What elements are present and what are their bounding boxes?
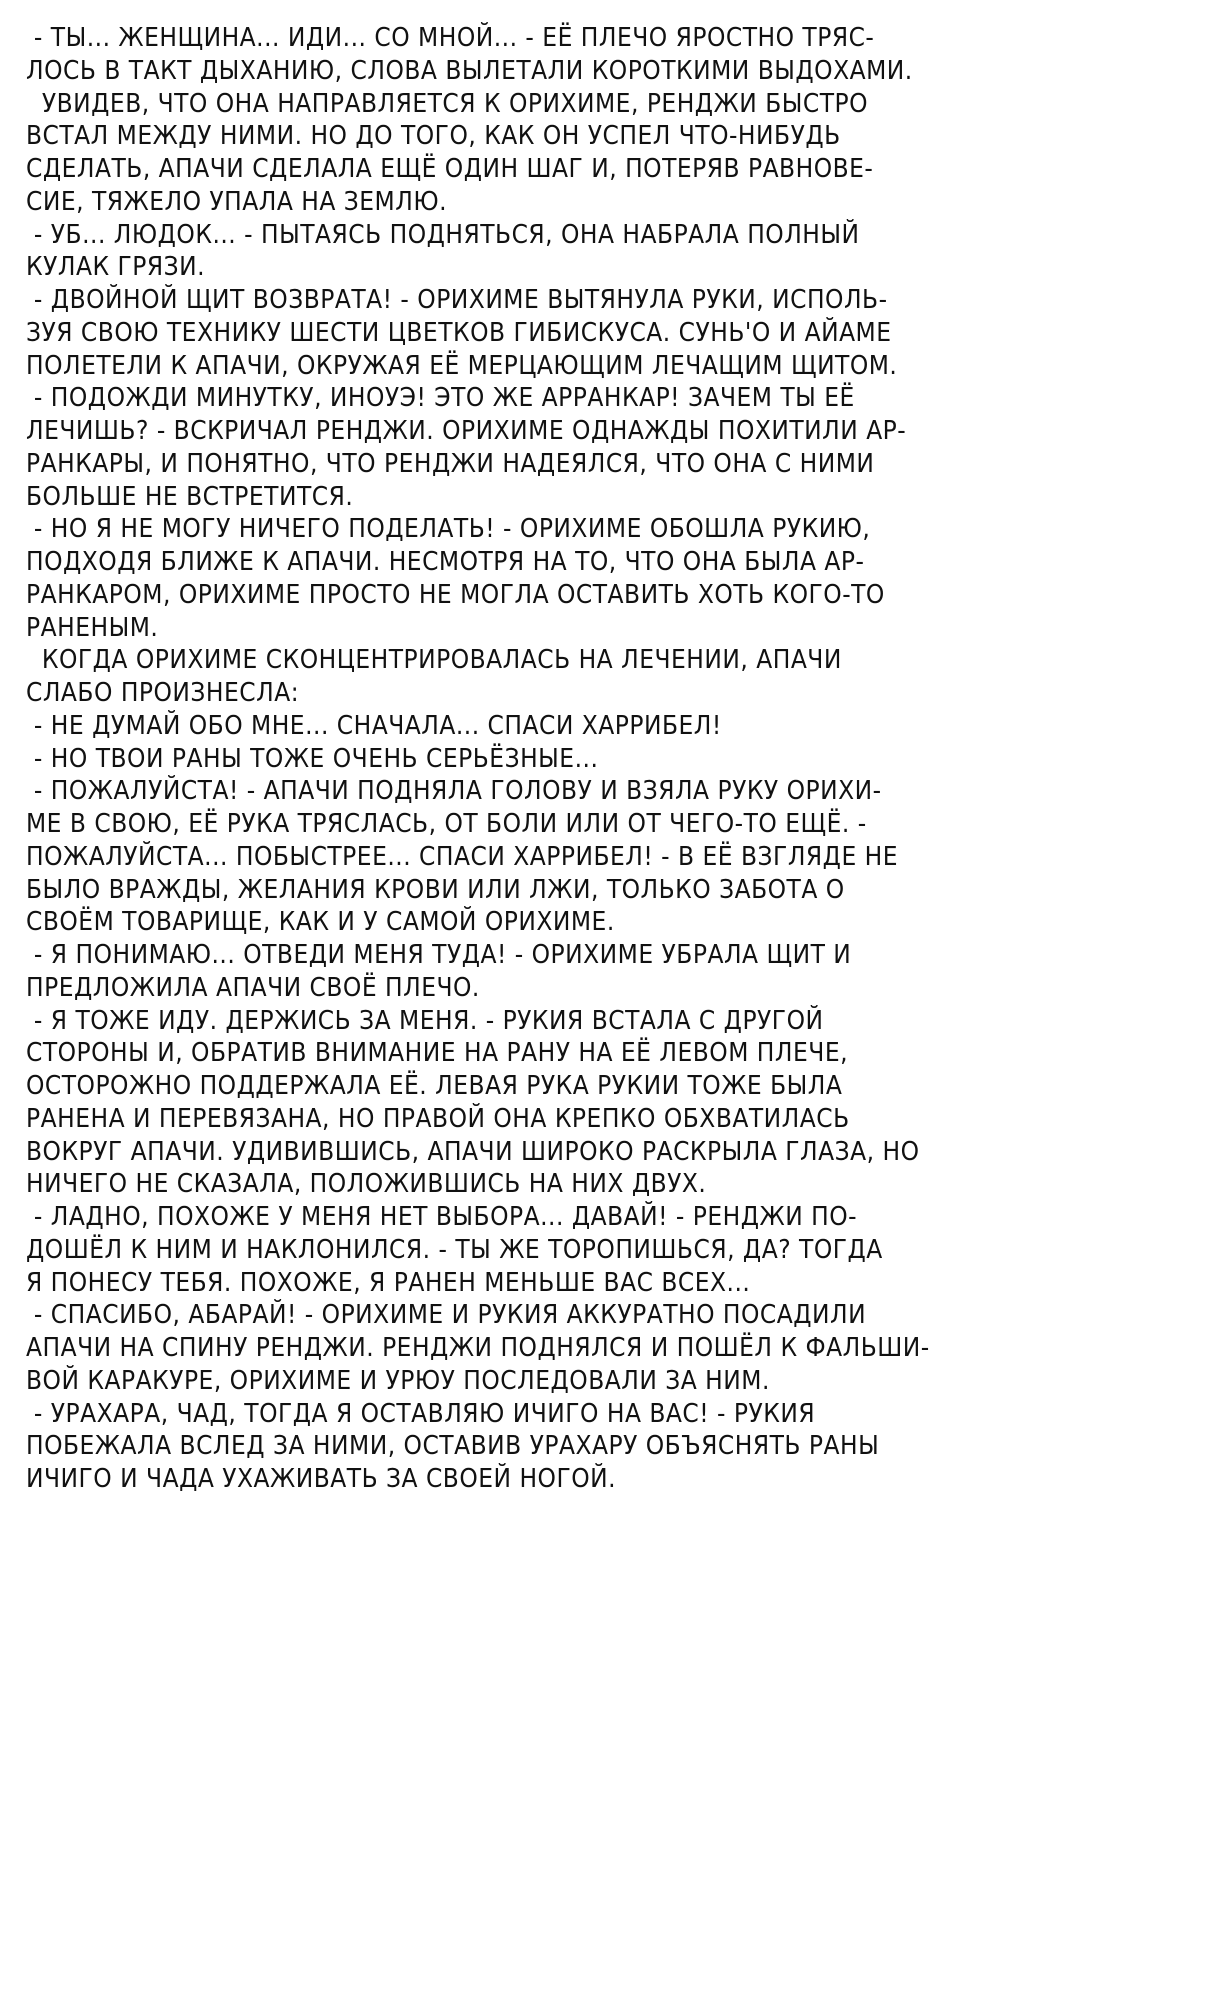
text-line: СВОЁМ ТОВАРИЩЕ, КАК И У САМОЙ ОРИХИМЕ.: [26, 907, 615, 938]
text-line: - ТЫ... ЖЕНЩИНА... ИДИ... СО МНОЙ... - ЕЁ ПЛЕЧО ЯРОСТНО ТРЯС-: [26, 23, 875, 53]
text-line: РАНЕНЫМ.: [26, 612, 159, 643]
text-line: - ПОЖАЛУЙСТА! - АПАЧИ ПОДНЯЛА ГОЛОВУ И ВЗЯЛА РУКУ ОРИХИ-: [26, 776, 882, 807]
text-line: ИЧИГО И ЧАДА УХАЖИВАТЬ ЗА СВОЕЙ НОГОЙ.: [26, 1464, 617, 1494]
text-line: ВОКРУГ АПАЧИ. УДИВИВШИСЬ, АПАЧИ ШИРОКО РАСКРЫЛА ГЛАЗА, НО: [26, 1136, 920, 1167]
text-line: - ПОДОЖДИ МИНУТКУ, ИНОУЭ! ЭТО ЖЕ АРРАНКАР! ЗАЧЕМ ТЫ ЕЁ: [26, 383, 855, 414]
text-line: ЛЕЧИШЬ? - ВСКРИЧАЛ РЕНДЖИ. ОРИХИМЕ ОДНАЖДЫ ПОХИТИЛИ АР-: [26, 416, 907, 446]
text-line: ПРЕДЛОЖИЛА АПАЧИ СВОЁ ПЛЕЧО.: [26, 972, 480, 1003]
text-line: БЫЛО ВРАЖДЫ, ЖЕЛАНИЯ КРОВИ ИЛИ ЛЖИ, ТОЛЬКО ЗАБОТА О: [26, 874, 845, 905]
text-line: ПОЛЕТЕЛИ К АПАЧИ, ОКРУЖАЯ ЕЁ МЕРЦАЮЩИМ ЛЕЧАЩИМ ЩИТОМ.: [26, 350, 898, 381]
text-line: - Я ТОЖЕ ИДУ. ДЕРЖИСЬ ЗА МЕНЯ. - РУКИЯ ВСТАЛА С ДРУГОЙ: [26, 1005, 824, 1036]
text-line: КУЛАК ГРЯЗИ.: [26, 252, 206, 283]
text-line: ПОЖАЛУЙСТА... ПОБЫСТРЕЕ... СПАСИ ХАРРИБЕЛ! - В ЕЁ ВЗГЛЯДЕ НЕ: [26, 841, 899, 872]
text-line: РАНКАРЫ, И ПОНЯТНО, ЧТО РЕНДЖИ НАДЕЯЛСЯ, ЧТО ОНА С НИМИ: [26, 448, 875, 479]
text-line: СИЕ, ТЯЖЕЛО УПАЛА НА ЗЕМЛЮ.: [26, 186, 448, 217]
text-line: СТОРОНЫ И, ОБРАТИВ ВНИМАНИЕ НА РАНУ НА ЕЁ ЛЕВОМ ПЛЕЧЕ,: [26, 1038, 849, 1069]
text-line: ОСТОРОЖНО ПОДДЕРЖАЛА ЕЁ. ЛЕВАЯ РУКА РУКИИ ТОЖЕ БЫЛА: [26, 1071, 843, 1101]
text-line: СДЕЛАТЬ, АПАЧИ СДЕЛАЛА ЕЩЁ ОДИН ШАГ И, ПОТЕРЯВ РАВНОВЕ-: [26, 154, 874, 184]
text-line: - УБ... ЛЮДОК... - ПЫТАЯСЬ ПОДНЯТЬСЯ, ОНА НАБРАЛА ПОЛНЫЙ: [26, 219, 860, 250]
text-line: ДОШЁЛ К НИМ И НАКЛОНИЛСЯ. - ТЫ ЖЕ ТОРОПИШЬСЯ, ДА? ТОГДА: [26, 1234, 883, 1265]
text-line: ПОБЕЖАЛА ВСЛЕД ЗА НИМИ, ОСТАВИВ УРАХАРУ ОБЪЯСНЯТЬ РАНЫ: [26, 1431, 880, 1462]
text-line: Я ПОНЕСУ ТЕБЯ. ПОХОЖЕ, Я РАНЕН МЕНЬШЕ ВАС ВСЕХ...: [26, 1267, 751, 1298]
text-line: БОЛЬШЕ НЕ ВСТРЕТИТСЯ.: [26, 481, 354, 512]
text-line: ЗУЯ СВОЮ ТЕХНИКУ ШЕСТИ ЦВЕТКОВ ГИБИСКУСА. СУНЬ'О И АЙАМЕ: [26, 317, 892, 348]
text-line: УВИДЕВ, ЧТО ОНА НАПРАВЛЯЕТСЯ К ОРИХИМЕ, РЕНДЖИ БЫСТРО: [26, 88, 869, 119]
text-line: - ЛАДНО, ПОХОЖЕ У МЕНЯ НЕТ ВЫБОРА... ДАВАЙ! - РЕНДЖИ ПО-: [26, 1202, 858, 1232]
text-line: - НЕ ДУМАЙ ОБО МНЕ... СНАЧАЛА... СПАСИ ХАРРИБЕЛ!: [26, 710, 722, 741]
text-line: - НО ТВОИ РАНЫ ТОЖЕ ОЧЕНЬ СЕРЬЁЗНЫЕ...: [26, 743, 599, 774]
text-line: - Я ПОНИМАЮ... ОТВЕДИ МЕНЯ ТУДА! - ОРИХИМЕ УБРАЛА ЩИТ И: [26, 940, 852, 970]
text-line: РАНКАРОМ, ОРИХИМЕ ПРОСТО НЕ МОГЛА ОСТАВИТЬ ХОТЬ КОГО-ТО: [26, 579, 885, 610]
text-line: МЕ В СВОЮ, ЕЁ РУКА ТРЯСЛАСЬ, ОТ БОЛИ ИЛИ ОТ ЧЕГО-ТО ЕЩЁ. -: [26, 809, 867, 839]
text-line: - СПАСИБО, АБАРАЙ! - ОРИХИМЕ И РУКИЯ АККУРАТНО ПОСАДИЛИ: [26, 1300, 867, 1331]
text-line: - НО Я НЕ МОГУ НИЧЕГО ПОДЕЛАТЬ! - ОРИХИМЕ ОБОШЛА РУКИЮ,: [26, 514, 871, 545]
text-line: ПОДХОДЯ БЛИЖЕ К АПАЧИ. НЕСМОТРЯ НА ТО, ЧТО ОНА БЫЛА АР-: [26, 547, 865, 577]
text-line: РАНЕНА И ПЕРЕВЯЗАНА, НО ПРАВОЙ ОНА КРЕПКО ОБХВАТИЛАСЬ: [26, 1103, 850, 1134]
text-line: ВСТАЛ МЕЖДУ НИМИ. НО ДО ТОГО, КАК ОН УСПЕЛ ЧТО-НИБУДЬ: [26, 121, 841, 152]
text-line: ЛОСЬ В ТАКТ ДЫХАНИЮ, СЛОВА ВЫЛЕТАЛИ КОРОТКИМИ ВЫДОХАМИ.: [26, 55, 913, 86]
text-line: АПАЧИ НА СПИНУ РЕНДЖИ. РЕНДЖИ ПОДНЯЛСЯ И ПОШЁЛ К ФАЛЬШИ-: [26, 1333, 930, 1363]
text-line: НИЧЕГО НЕ СКАЗАЛА, ПОЛОЖИВШИСЬ НА НИХ ДВУХ.: [26, 1169, 707, 1200]
text-line: КОГДА ОРИХИМЕ СКОНЦЕНТРИРОВАЛАСЬ НА ЛЕЧЕНИИ, АПАЧИ: [26, 645, 842, 676]
text-line: ВОЙ КАРАКУРЕ, ОРИХИМЕ И УРЮУ ПОСЛЕДОВАЛИ ЗА НИМ.: [26, 1365, 770, 1396]
text-line: - УРАХАРА, ЧАД, ТОГДА Я ОСТАВЛЯЮ ИЧИГО НА ВАС! - РУКИЯ: [26, 1398, 816, 1429]
story-text-block: [26, 22, 1206, 1496]
text-line: - ДВОЙНОЙ ЩИТ ВОЗВРАТА! - ОРИХИМЕ ВЫТЯНУЛА РУКИ, ИСПОЛЬ-: [26, 285, 888, 315]
text-line: СЛАБО ПРОИЗНЕСЛА:: [26, 678, 300, 708]
